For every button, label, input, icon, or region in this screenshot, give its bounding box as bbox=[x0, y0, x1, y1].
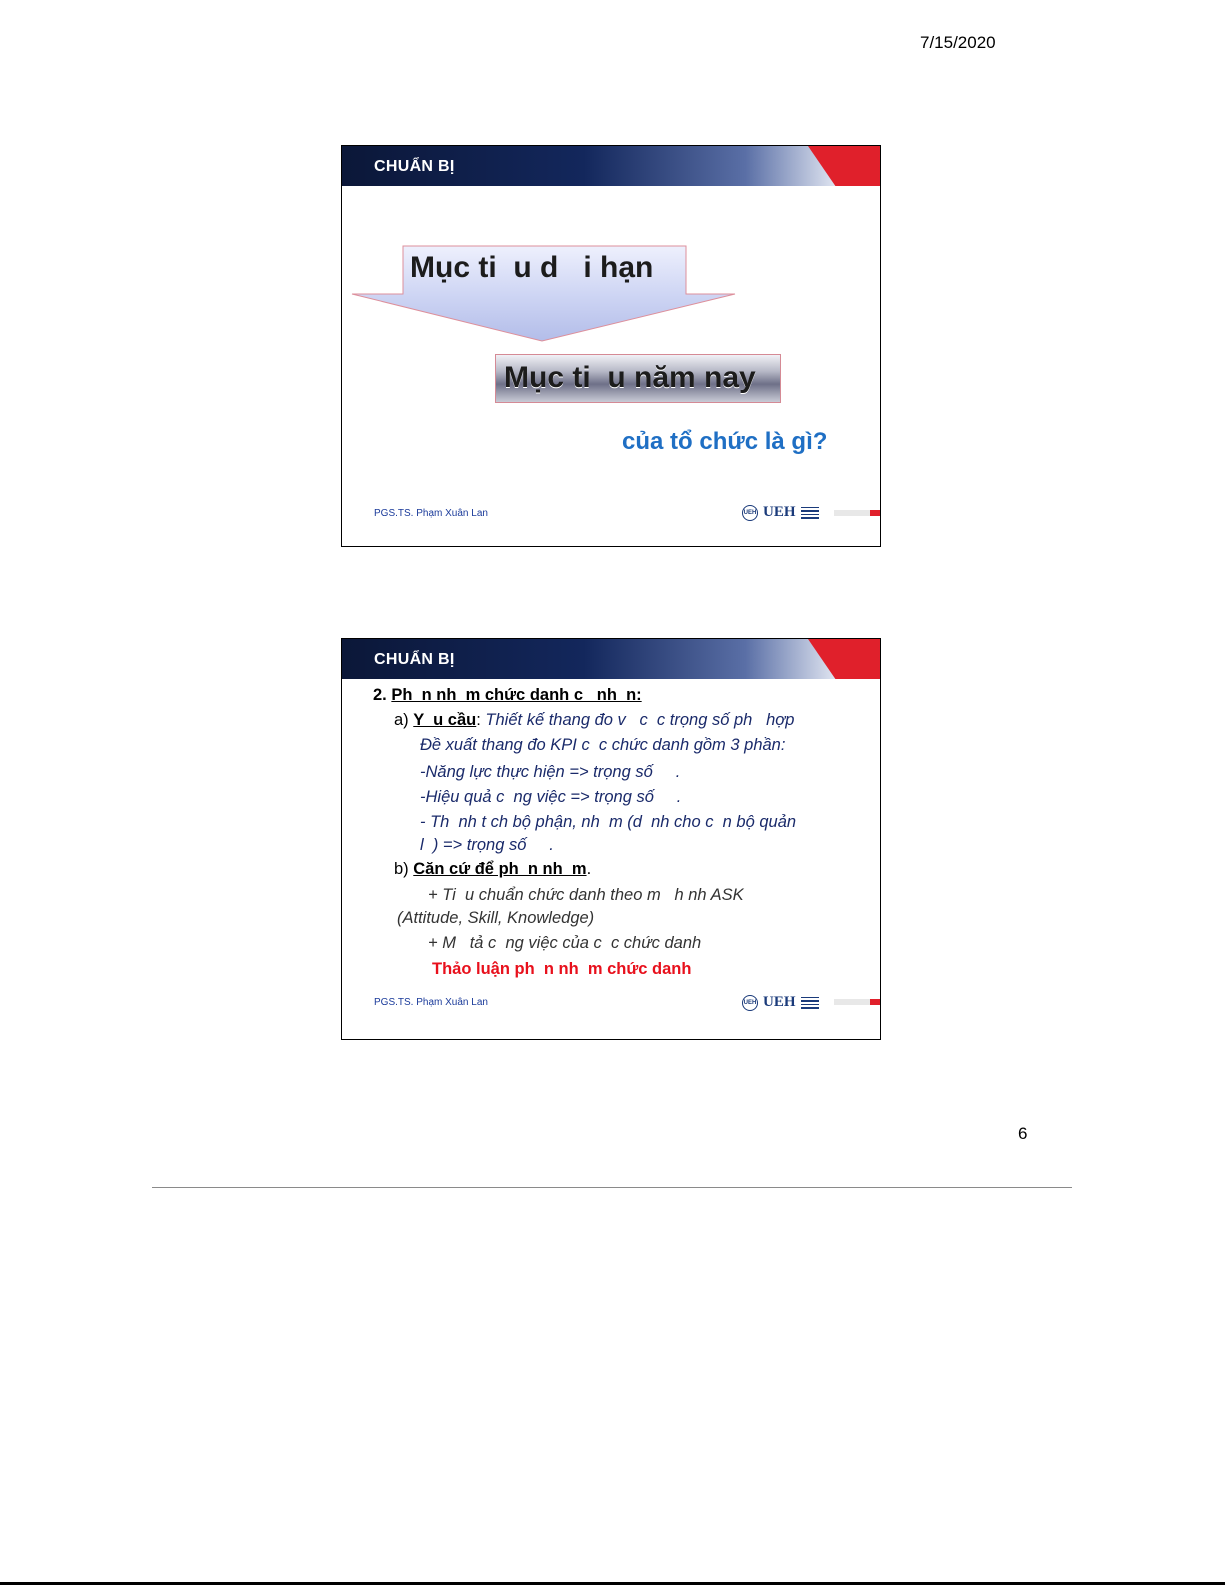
kpi-item-2: -Hiệu quả c ng việc => trọng số . bbox=[420, 788, 682, 806]
basis-item-1-line-1: + Ti u chuẩn chức danh theo m h nh ASK bbox=[428, 886, 744, 904]
header-red-corner bbox=[808, 639, 880, 679]
slide-author: PGS.TS. Phạm Xuân Lan bbox=[374, 508, 488, 519]
slide-title: CHUẨN BỊ bbox=[374, 158, 455, 175]
footer-accent-bar bbox=[834, 510, 880, 516]
page-number: 6 bbox=[1018, 1124, 1028, 1143]
page-divider bbox=[152, 1187, 1072, 1188]
slide-2 bbox=[341, 638, 881, 1040]
down-arrow-diagram bbox=[342, 146, 881, 547]
ueh-seal-icon: UEH bbox=[742, 995, 758, 1011]
requirement-colon: : bbox=[476, 711, 486, 729]
ueh-seal-icon: UEH bbox=[742, 505, 758, 521]
kpi-item-3-line-2: l ) => trọng số . bbox=[420, 836, 554, 854]
this-year-goal-box bbox=[495, 354, 781, 403]
heading-text: Ph n nh m chức danh c nh n: bbox=[391, 686, 642, 704]
propose-line: Đề xuất thang đo KPI c c chức danh gồm 3 phần: bbox=[420, 736, 786, 754]
kpi-item-3-line-1: - Th nh t ch bộ phận, nh m (d nh cho c n bộ quản bbox=[420, 813, 797, 831]
slide-header bbox=[342, 639, 880, 679]
ueh-logo bbox=[742, 504, 819, 521]
document-date: 7/15/2020 bbox=[920, 33, 996, 52]
basis-item-2: + M tả c ng việc của c c chức danh bbox=[428, 934, 702, 952]
question-text: của tổ chức là gì? bbox=[622, 428, 828, 455]
this-year-goal-label: Mục ti u năm nay bbox=[504, 361, 756, 394]
basis-line bbox=[394, 861, 591, 878]
slide-author: PGS.TS. Phạm Xuân Lan bbox=[374, 997, 488, 1008]
item-b-prefix: b) bbox=[394, 860, 414, 878]
kpi-item-1: -Năng lực thực hiện => trọng số . bbox=[420, 763, 681, 781]
requirement-line bbox=[394, 712, 794, 729]
item-a-prefix: a) bbox=[394, 711, 414, 729]
heading-number: 2. bbox=[373, 686, 392, 704]
ueh-wordmark: UEH bbox=[763, 994, 796, 1010]
slide-1 bbox=[341, 145, 881, 547]
basis-dot: . bbox=[586, 860, 592, 878]
ueh-subtitle-lines bbox=[801, 997, 819, 1009]
discussion-text: Thảo luận ph n nh m chức danh bbox=[432, 960, 692, 978]
ueh-subtitle-lines bbox=[801, 507, 819, 519]
section-heading bbox=[373, 687, 642, 704]
ueh-logo bbox=[742, 994, 819, 1011]
basis-label: Căn cứ để ph n nh m bbox=[413, 860, 587, 878]
requirement-text: Thiết kế thang đo v c c trọng số ph hợp bbox=[485, 711, 795, 729]
requirement-label: Y u cầu bbox=[413, 711, 477, 729]
basis-item-1-line-2: (Attitude, Skill, Knowledge) bbox=[397, 909, 595, 927]
ueh-wordmark: UEH bbox=[763, 504, 796, 520]
slide-title: CHUẨN BỊ bbox=[374, 651, 455, 668]
long-term-goal-label: Mục ti u d i hạn bbox=[410, 251, 654, 284]
footer-accent-bar bbox=[834, 999, 880, 1005]
